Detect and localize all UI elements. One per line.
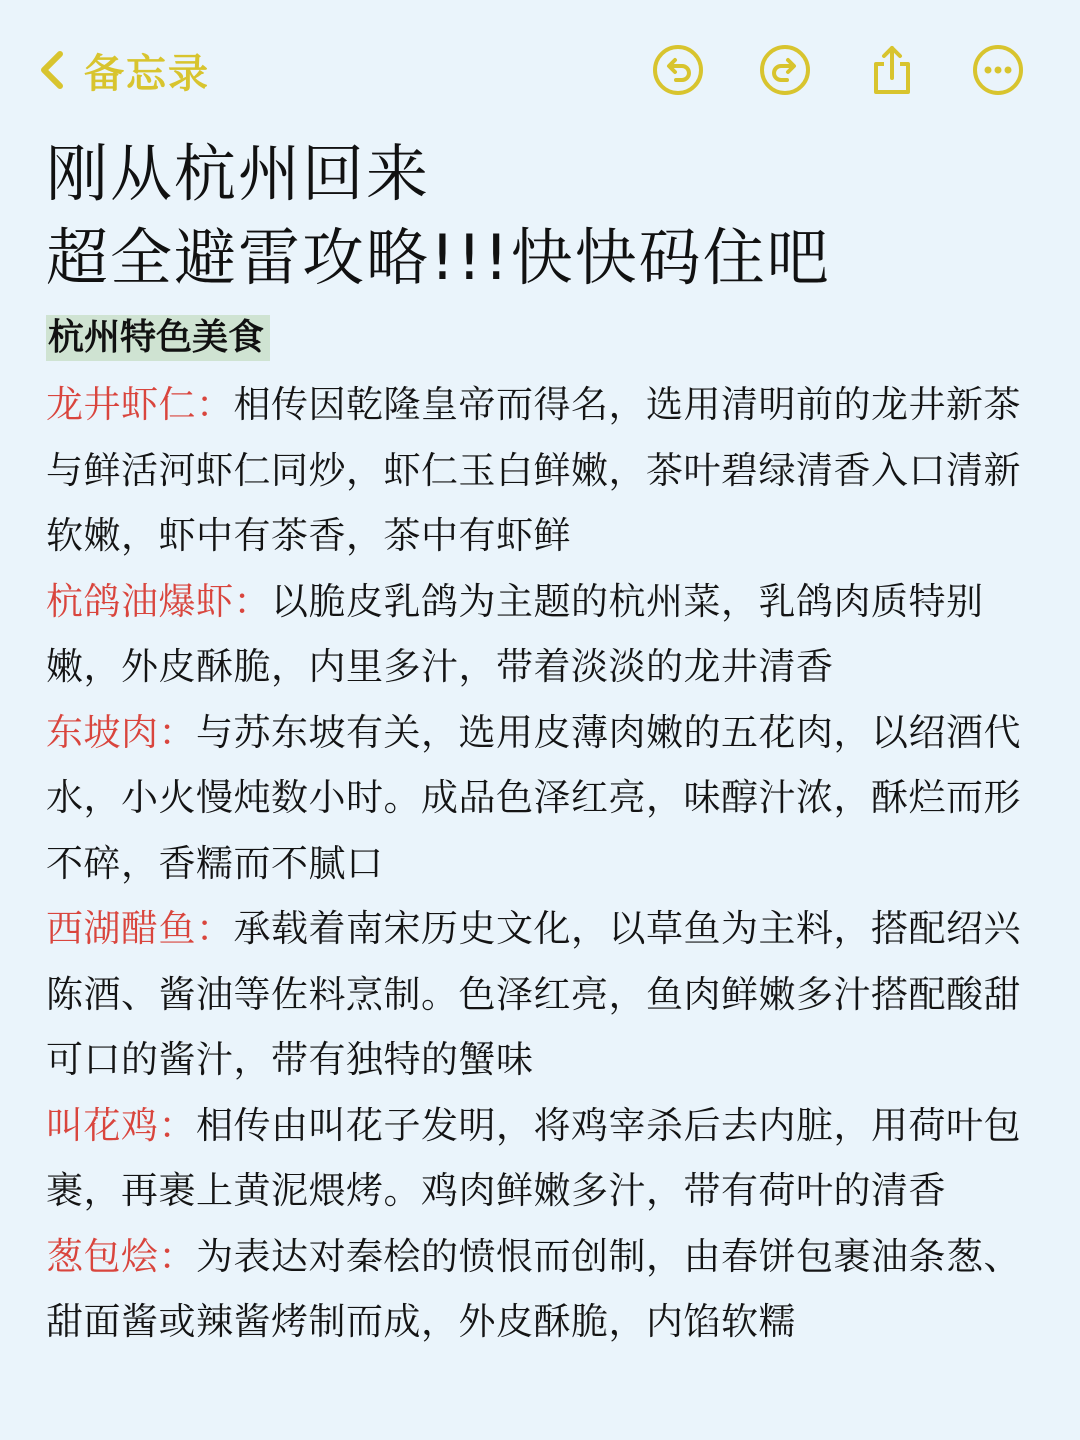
note-body[interactable] (46, 372, 1036, 1355)
food-item-beggars-chicken (46, 1093, 1036, 1224)
food-item-desc: 相传因乾隆皇帝而得名，选用清明前的龙井新茶与鲜活河虾仁同炒，虾仁玉白鲜嫩，茶叶碧绿清香入口清新软嫩，虾中有茶香，茶中有虾鲜 (46, 383, 1021, 557)
share-icon (864, 42, 920, 98)
food-item-longjing-shrimp (46, 372, 1036, 569)
food-item-desc: 为表达对秦桧的愤恨而创制，由春饼包裹油条葱、甜面酱或辣酱烤制而成，外皮酥脆，内馅软糯 (46, 1234, 1021, 1343)
food-item-west-lake-fish (46, 896, 1036, 1093)
food-item-name: 西湖醋鱼： (46, 907, 234, 950)
food-item-desc: 承载着南宋历史文化，以草鱼为主料，搭配绍兴陈酒、酱油等佐料烹制。色泽红亮，鱼肉鲜嫩多汁搭配酸甜可口的酱汁，带有独特的蟹味 (46, 907, 1021, 1081)
food-item-name: 杭鸽油爆虾： (46, 579, 271, 623)
chevron-left-icon (34, 46, 70, 94)
undo-icon (650, 42, 706, 98)
redo-button[interactable] (757, 42, 813, 98)
food-item-desc: 以脆皮乳鸽为主题的杭州菜，乳鸽肉质特别嫩，外皮酥脆，内里多汁，带着淡淡的龙井清香 (46, 579, 984, 688)
food-item-name: 葱包烩： (46, 1234, 196, 1278)
food-item-dongpo-pork (46, 700, 1036, 897)
more-button[interactable] (970, 42, 1026, 98)
top-nav-bar (0, 28, 1080, 112)
food-item-desc: 相传由叫花子发明，将鸡宰杀后去内脏，用荷叶包裹，再裹上黄泥煨烤。鸡肉鲜嫩多汁，带有荷叶的清香 (46, 1103, 1021, 1212)
food-item-name: 东坡肉： (46, 710, 196, 754)
food-item-name: 龙井虾仁： (46, 383, 234, 426)
food-item-pigeon-shrimp (46, 569, 1036, 700)
redo-icon (757, 42, 813, 98)
more-icon (970, 42, 1026, 98)
note-title-line-1: 刚从杭州回来 (46, 137, 431, 210)
share-button[interactable] (864, 42, 920, 98)
food-item-desc: 与苏东坡有关，选用皮薄肉嫩的五花肉，以绍酒代水，小火慢炖数小时。成品色泽红亮，味醇汁浓，酥烂而形不碎，香糯而不腻口 (46, 710, 1021, 885)
section-heading: 杭州特色美食 (46, 315, 270, 361)
back-button[interactable] (34, 38, 210, 102)
food-item-congbaohui (46, 1224, 1036, 1355)
undo-button[interactable] (650, 42, 706, 98)
food-item-name: 叫花鸡： (46, 1103, 196, 1147)
back-button-label: 备忘录 (84, 50, 210, 97)
note-title-line-2: 超全避雷攻略!!!快快码住吧 (46, 221, 831, 294)
note-title (46, 132, 1046, 300)
